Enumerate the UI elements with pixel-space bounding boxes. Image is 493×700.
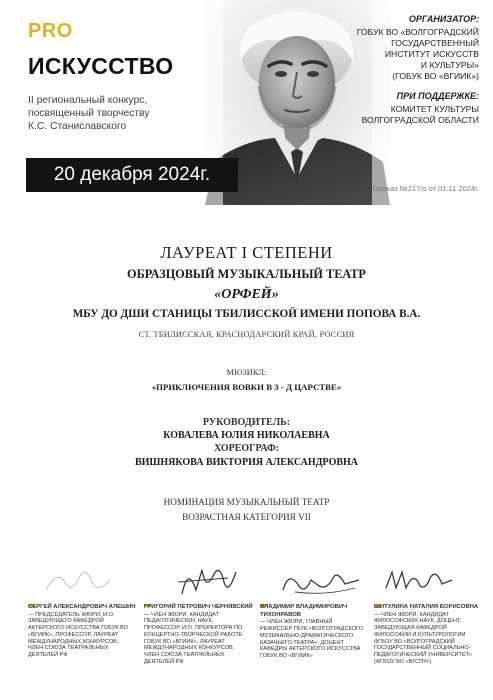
signer-line: — ЧЛЕН ЖЮРИ, КАНДИДАТ (374, 611, 449, 618)
laureate-title: ЛАУРЕАТ I СТЕПЕНИ (160, 243, 333, 262)
nomination: НОМИНАЦИЯ МУЗЫКАЛЬНЫЙ ТЕАТР (163, 497, 330, 507)
signer-line: КАФЕДРЫ АКТЕРСКОГО ИСКУССТВА (260, 646, 361, 653)
signer-4 (374, 604, 488, 665)
signer-line: ДЕЯТЕЛЕЙ РФ (28, 651, 68, 658)
contest-line: посвященный творчеству (28, 108, 150, 119)
signer-line: ФИЛОСОФИИ И КУЛЬТУРОЛОГИИ (374, 631, 466, 638)
header (0, 0, 493, 205)
brand-title: ИСКУССТВО (28, 53, 174, 79)
organizer-line: ИНСТИТУТ ИСКУССТВ (384, 49, 479, 59)
leader-name: КОВАЛЕВА ЮЛИЯ НИКОЛАЕВНА (163, 430, 330, 441)
signer-line: МЕЖДУНАРОДНЫХ КОНКУРСОВ, (144, 645, 235, 652)
signer-line: ПЕДАГОГИЧЕСКИХ НАУК, (144, 618, 214, 625)
show-title: «ПРИКЛЮЧЕНИЯ ВОВКИ В 3 - Д ЦАРСТВЕ» (151, 382, 342, 392)
age-category: ВОЗРАСТНАЯ КАТЕГОРИЯ VII (182, 512, 311, 522)
signer-name: ГРИГОРИЙ ПЕТРОВИЧ ЧЕРНЯВСКИЙ (144, 604, 253, 610)
signer-line: ЗАВЕДУЮЩАЯ КАФЕДРОЙ (374, 625, 447, 632)
choreographer-label: ХОРЕОГРАФ: (214, 443, 279, 454)
signer-line: ФГБОУ ВО «ВОЛГОГРАДСКИЙ (374, 638, 455, 645)
contest-line: II региональный конкурс, (28, 95, 148, 106)
signer-line: ЧЛЕН СОЮЗА ТЕАТРАЛЬНЫХ (28, 645, 109, 652)
signer-line: КОНЦЕРТНО-ТВОРЧЕСКОЙ РАБОТЕ (144, 631, 243, 638)
signer-line: ПЕДАГОГИЧЕСКИЙ УНИВЕРСИТЕТ» (374, 651, 472, 658)
support-line: ВОЛГОГРАДСКОЙ ОБЛАСТИ (361, 115, 479, 125)
signer-line: ЗАВЕДУЮЩЕГО КАФЕДРОЙ (28, 618, 104, 625)
genre-label: МЮЗИКЛ: (226, 368, 267, 377)
signer-line: «ВГИИК», ПРОФЕССОР, ЛАУРЕАТ (28, 631, 119, 638)
organizer-line: И КУЛЬТУРЫ» (420, 60, 479, 70)
signer-name: ВЛАДИМИР ВЛАДИМИРОВИЧ (260, 604, 348, 610)
signer-2 (144, 604, 256, 665)
organizer-line: (ГОБУК ВО «ВГИИК») (392, 71, 479, 81)
event-date: 20 декабря 2024г. (26, 158, 238, 192)
signer-name: ШИТУЛИНА НАТАЛИЯ БОРИСОВНА (374, 604, 479, 610)
signer-line: (ФГБОУ ВО «ВГСПУ») (374, 658, 432, 665)
brand-pro: PRO (28, 20, 73, 42)
signer-line: — ЧЛЕН ЖЮРИ, КАНДИДАТ (144, 611, 219, 618)
school-name: МБУ ДО ДШИ СТАНИЦЫ ТБИЛИССКОЙ ИМЕНИ ПОПОВА В.А. (72, 308, 421, 320)
organizer-line: ГОСУДАРСТВЕННЫЙ (391, 38, 479, 48)
signer-line: — ПРЕДСЕДАТЕЛЬ ЖЮРИ, И.О. (28, 611, 115, 618)
organizer-line: ГОБУК ВО «ВОЛГОГРАДСКИЙ (356, 27, 479, 37)
signer-line: ГОСУДАРСТВЕННЫЙ СОЦИАЛЬНО- (374, 645, 471, 652)
signer-line: ЧЛЕН СОЮЗА ТЕАТРАЛЬНЫХ (144, 651, 225, 658)
theatre-name: «ОРФЕЙ» (214, 287, 279, 302)
signature-4-icon (380, 560, 460, 600)
organizer-heading: ОРГАНИЗАТОР: (408, 14, 479, 24)
contest-line: К.С. Станиславского (28, 121, 127, 132)
choreographer-name: ВИШНЯКОВА ВИКТОРИЯ АЛЕКСАНДРОВНА (134, 457, 359, 468)
signer-line: ГОБУК ВО «ВГИИК» (260, 652, 313, 659)
contest-description (28, 94, 218, 133)
signer-line: МУЗЫКАЛЬНО-ДРАМАТИЧЕСКОГО (260, 632, 354, 639)
theatre-title: ОБРАЗЦОВЫЙ МУЗЫКАЛЬНЫЙ ТЕАТР (127, 267, 366, 281)
signer-line: ПРОФЕССОР, И.О. ПРОРЕКТОРА ПО (144, 625, 243, 632)
signer-line: РЕЖИССЕР ГБУК «ВОЛГОГРАДСКОГО (260, 626, 364, 633)
signature-1-icon (40, 560, 120, 600)
signer-line: ФИЛОСОФСКИХ НАУК, ДОЦЕНТ, (374, 618, 462, 625)
signer-line: ГОБУК ВО «ВГИИК», ЛАУРЕАТ (144, 638, 225, 645)
location: СТ. ТБИЛИССКАЯ, КРАСНОДАРСКИЙ КРАЙ, РОССИЯ (138, 330, 355, 339)
signer-1 (28, 604, 140, 659)
signer-name: СЕРГЕЙ АЛЕКСАНДРОВИЧ АЛЕШИН (28, 604, 136, 610)
signer-line: КАЗАЧЬЕГО ТЕАТРА», ДОЦЕНТ (260, 639, 344, 646)
leader-label: РУКОВОДИТЕЛЬ: (202, 417, 291, 428)
signer-line: МЕЖДУНАРОДНЫХ КОНКУРСОВ, (28, 638, 119, 645)
signer-3 (260, 604, 372, 660)
organizer-block (319, 14, 479, 126)
signer-line: ДЕЯТЕЛЕЙ РФ (144, 658, 184, 665)
signer-line: АКТЕРСКОГО ИСКУССТВА ГОБУК ВО (28, 625, 128, 632)
order-number: Приказ №217/о от 01.11.2024г. (372, 184, 479, 193)
support-heading: ПРИ ПОДДЕРЖКЕ: (396, 91, 479, 101)
support-line: КОМИТЕТ КУЛЬТУРЫ (390, 104, 479, 114)
signer-line: — ЧЛЕН ЖЮРИ, ГЛАВНЫЙ (260, 619, 333, 626)
signer-surname: ТИХОНРАВОВ (260, 611, 302, 618)
signature-3-icon (275, 560, 365, 600)
signature-2-icon (168, 560, 248, 600)
